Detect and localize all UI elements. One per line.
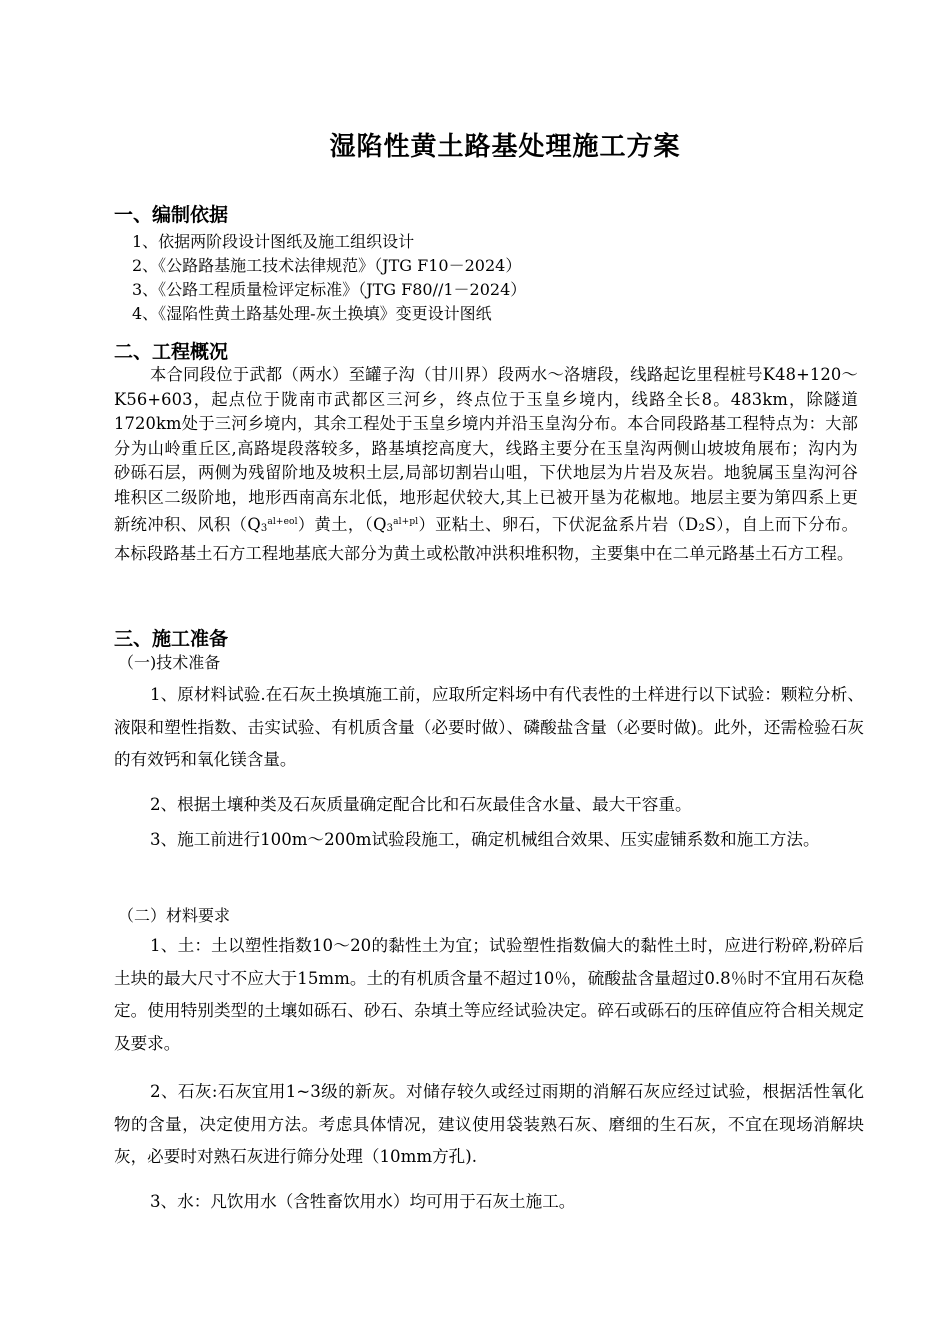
basis-item-4: 4、《湿陷性黄土路基处理-灰土换填》变更设计图纸: [132, 304, 492, 323]
section-heading-overview: 二、工程概况: [114, 341, 229, 363]
tech-item-2: 2、根据土壤种类及石灰质量确定配合比和石灰最佳含水量、最大干容重。: [150, 795, 692, 814]
superscript-q1: al+eol: [267, 517, 298, 527]
material-item-3: 3、水：凡饮用水（含牲畜饮用水）均可用于石灰土施工。: [150, 1192, 576, 1211]
section-heading-basis: 一、编制依据: [114, 204, 229, 226]
section-heading-preparation: 三、施工准备: [114, 628, 229, 650]
tech-item-3: 3、施工前进行100m～200m试验段施工，确定机械组合效果、压实虚铺系数和施工方法。: [150, 830, 820, 849]
overview-text-1: 本合同段位于武都（两水）至罐子沟（甘川界）段两水～洛塘段，线路起讫里程桩号K48+120～K56+603，起点位于陇南市武都区三河乡，终点位于玉皇乡境内，线路全长8。483km，除隧道1720km处于三河乡境内，其余工程处于玉皇乡境内并沿玉皇沟分布。本合同段路基工程特点为：大部分为山岭重丘区,高路堤段落较多，路基填挖高度大，线路主要分在玉皇沟两侧山坡坡角展布；沟内为砂砾石层，两侧为残留阶地及坡积土层,局部切割岩山咀，下伏地层为片岩及灰岩。地貌属玉皇沟河谷堆积区二级阶地，地形西南高东北低，地形起伏较大,其上已被开垦为花椒地。地层主要为第四系上更新统冲积、风积（Q: [114, 365, 858, 534]
material-item-2: 2、石灰:石灰宜用1~3级的新灰。对储存较久或经过雨期的消解石灰应经过试验，根据活性氧化物的含量，决定使用方法。考虑具体情况，建议使用袋装熟石灰、磨细的生石灰，不宜在现场消解块灰，必要时对熟石灰进行筛分处理（10mm方孔).: [114, 1082, 864, 1167]
material-item-1: 1、土：土以塑性指数10～20的黏性土为宜；试验塑性指数偏大的黏性土时，应进行粉碎,粉碎后土块的最大尺寸不应大于15mm。土的有机质含量不超过10％，硫酸盐含量超过0.8％时不宜用石灰稳定。使用特别类型的土壤如砾石、砂石、杂填土等应经试验决定。碎石或砾石的压碎值应符合相关规定及要求。: [114, 936, 864, 1053]
overview-text-4: S），自上而下分布。本标段路基土石方工程地基底大部分为黄土或松散冲洪积堆积物，主要集中在二单元路基土石方工程。: [114, 515, 859, 563]
subsection-technical: （一)技术准备: [118, 653, 221, 672]
basis-item-2: 2、《公路路基施工技术法律规范》（JTG F10－2024）: [132, 256, 522, 275]
overview-paragraph: [114, 363, 858, 566]
basis-item-1: 1、依据两阶段设计图纸及施工组织设计: [132, 232, 415, 251]
subscript-q1: 3: [260, 523, 268, 534]
subscript-d: 2: [698, 523, 705, 534]
overview-text-3: ）亚粘土、卵石，下伏泥盆系片岩（D: [418, 515, 699, 534]
basis-item-3: 3、《公路工程质量检评定标准》（JTG F80//1－2024）: [132, 280, 527, 299]
tech-item-1: 1、原材料试验.在石灰土换填施工前，应取所定料场中有代表性的土样进行以下试验：颗粒分析、液限和塑性指数、击实试验、有机质含量（必要时做）、磷酸盐含量（必要时做)。此外，还需检验石灰的有效钙和氧化镁含量。: [114, 685, 864, 770]
subscript-q2: 3: [386, 523, 394, 534]
superscript-q2: al+pl: [393, 517, 419, 527]
document-title: 湿陷性黄土路基处理施工方案: [329, 132, 681, 162]
subsection-materials: （二）材料要求: [118, 906, 231, 925]
overview-text-2: ）黄土，（Q: [297, 515, 387, 534]
